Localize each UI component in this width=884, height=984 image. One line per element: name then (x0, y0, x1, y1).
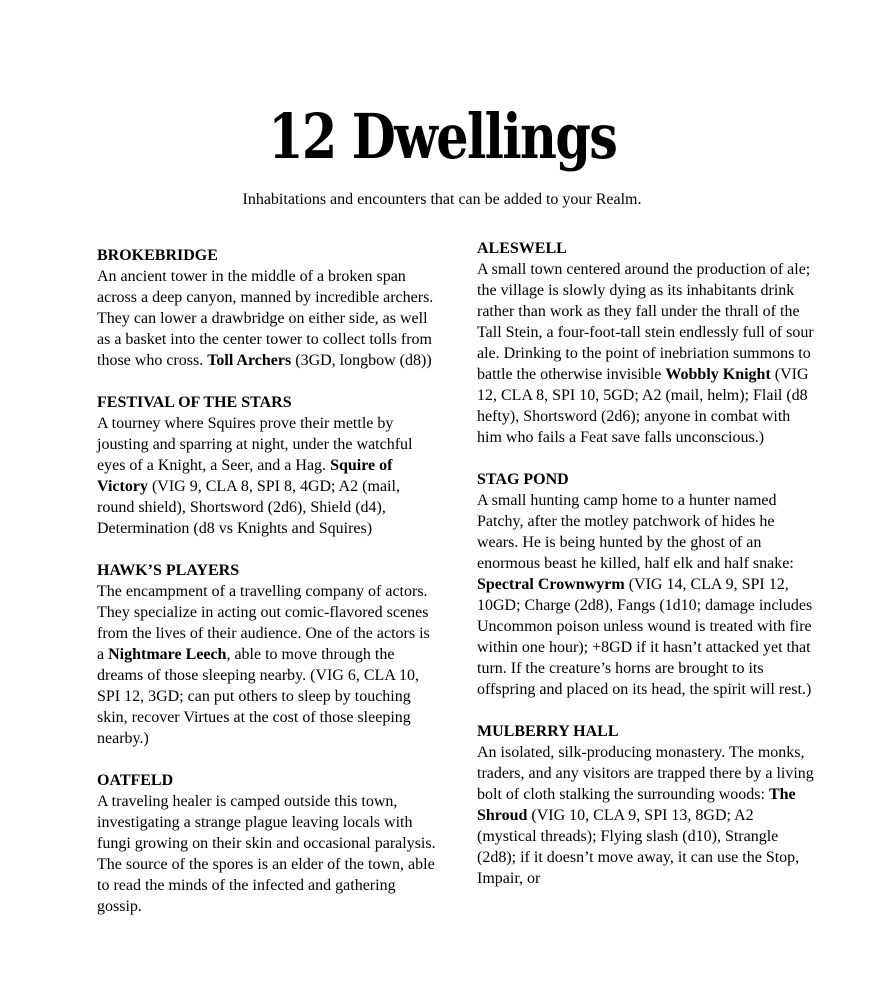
entry-body (477, 259, 817, 448)
stat-block-name: Wobbly Knight (665, 366, 771, 383)
entry-mulberry-hall (477, 721, 817, 889)
entry-festival-of-the-stars (97, 392, 437, 539)
entry-aleswell (477, 238, 817, 448)
stat-block-name: The Shroud (477, 786, 796, 824)
body-text: A traveling healer is camped outside this town, investigating a strange plague leaving locals with fungi growing on their skin and occasional paralysis. The source of the spores is an elder of the town, able to read the minds of the infected and gathering gossip. (97, 793, 436, 915)
entry-heading: HAWK’S PLAYERS (97, 562, 240, 579)
body-text: An isolated, silk-producing monastery. The monks, traders, and any visitors are trapped there by a living bolt of cloth stalking the surrounding woods: (477, 744, 814, 803)
stat-block-name: Squire of Victory (97, 457, 393, 495)
body-text: The encampment of a travelling company of actors. They specialize in acting out comic-flavored scenes from the lives of their audience. One of the actors is a (97, 583, 430, 663)
column-right (477, 238, 817, 917)
body-text: (3GD, longbow (d8)) (291, 352, 432, 369)
column-left (97, 238, 437, 917)
entry-brokebridge (97, 245, 437, 371)
body-text: A tourney where Squires prove their mettle by jousting and sparring at night, under the watchful eyes of a Knight, a Seer, and a Hag. (97, 415, 413, 474)
body-text: (VIG 14, CLA 9, SPI 12, 10GD; Charge (2d8), Fangs (1d10; damage includes Uncommon poison unless wound is treated with fire within one hour); +8GD if it hasn’t attacked yet that turn. If the creature’s horns are brought to its offspring and placed on its head, the spirit will rest.) (477, 576, 813, 698)
entry-body (477, 490, 817, 700)
entry-oatfeld (97, 770, 437, 917)
entry-heading: MULBERRY HALL (477, 723, 619, 740)
entry-body (97, 413, 437, 539)
page-title: 12 Dwellings (267, 100, 617, 173)
entry-heading: ALESWELL (477, 240, 567, 257)
body-text: (VIG 9, CLA 8, SPI 8, 4GD; A2 (mail, round shield), Shortsword (2d6), Shield (d4), Determination (d8 vs Knights and Squires) (97, 478, 400, 537)
body-text: A small town centered around the production of ale; the village is slowly dying as its inhabitants drink rather than work as they fall under the thrall of the Tall Stein, a four-foot-tall stein endlessly full of sour ale. Drinking to the point of inebriation summons to battle the otherwise invisible (477, 261, 814, 383)
entry-heading: FESTIVAL OF THE STARS (97, 394, 292, 411)
document-header (0, 0, 884, 210)
stat-block-name: Spectral Crownwyrm (477, 576, 625, 593)
stat-block-name: Toll Archers (207, 352, 292, 369)
entry-heading: OATFELD (97, 772, 174, 789)
body-text: (VIG 10, CLA 9, SPI 13, 8GD; A2 (mystical threads); Flying slash (d10), Strangle (2d8); if it doesn’t move away, it can use the Stop, Impair, or (477, 807, 800, 887)
entry-body (97, 581, 437, 749)
entry-body (477, 742, 817, 889)
content-columns (0, 238, 884, 917)
body-text: A small hunting camp home to a hunter named Patchy, after the motley patchwork of hides he wears. He is being hunted by the ghost of an enormous beast he killed, half elk and half snake: (477, 492, 794, 572)
body-text: , able to move through the dreams of those sleeping nearby. (VIG 6, CLA 10, SPI 12, 3GD; can put others to sleep by touching skin, recover Virtues at the cost of those sleeping nearby.) (97, 646, 419, 747)
stat-block-name: Nightmare Leech (108, 646, 227, 663)
entry-body (97, 791, 437, 917)
body-text: An ancient tower in the middle of a broken span across a deep canyon, manned by incredible archers. They can lower a drawbridge on either side, as well as a basket into the center tower to collect tolls from those who cross. (97, 268, 434, 369)
entry-hawk-s-players (97, 560, 437, 749)
entry-heading: BROKEBRIDGE (97, 247, 218, 264)
entry-body (97, 266, 437, 371)
body-text: (VIG 12, CLA 8, SPI 10, 5GD; A2 (mail, helm); Flail (d8 hefty), Shortsword (2d6); anyone in combat with him who fails a Feat save falls unconscious.) (477, 366, 809, 446)
entry-stag-pond (477, 469, 817, 700)
entry-heading: STAG POND (477, 471, 569, 488)
page-subtitle: Inhabitations and encounters that can be added to your Realm. (242, 191, 642, 208)
